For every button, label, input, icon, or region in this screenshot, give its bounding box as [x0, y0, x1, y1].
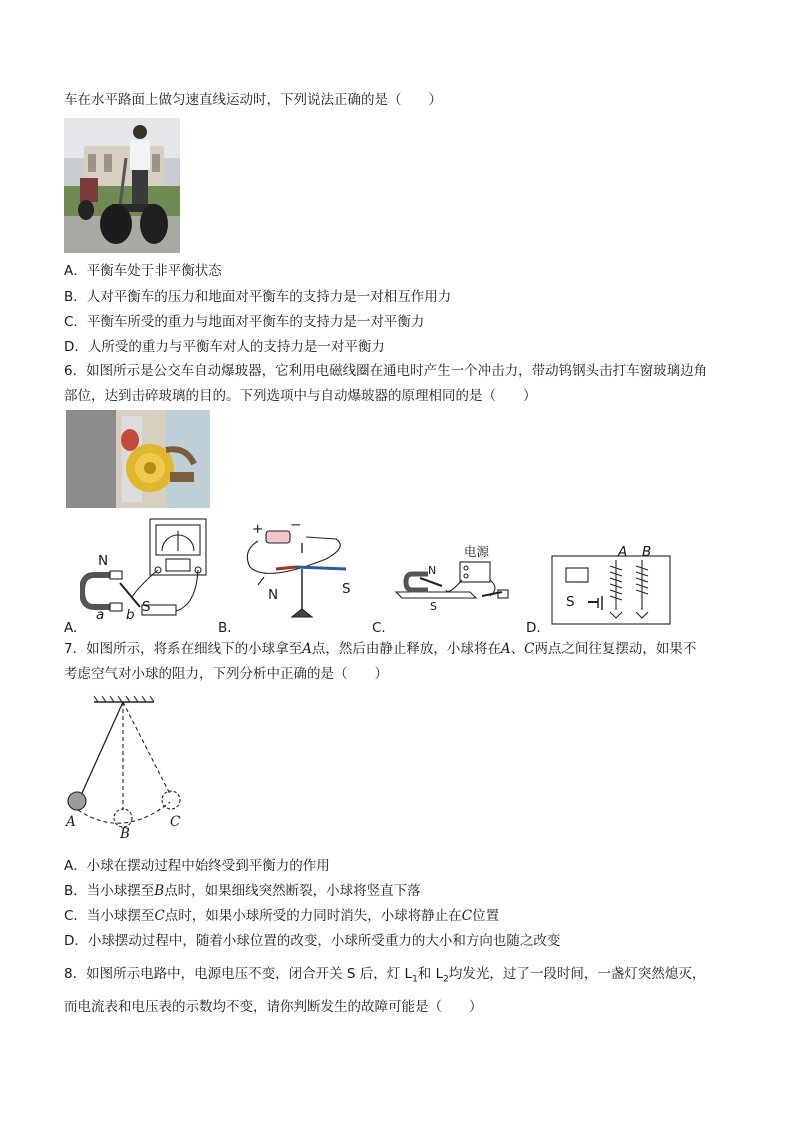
q6-fig-d-a: A [618, 544, 628, 560]
q5-option-a: A．平衡车处于非平衡状态 [64, 263, 222, 279]
q6-option-b-label: B. [218, 620, 232, 636]
q6-fig-a-n: N [98, 553, 109, 569]
q6-figure-a [80, 515, 210, 627]
q6-option-c-label: C. [372, 620, 386, 636]
q6-fig-c-n: N [428, 564, 437, 577]
q6-fig-b-current: I [300, 541, 304, 557]
q6-figure-d [548, 546, 674, 628]
window-breaker-photo [66, 410, 210, 508]
q5-option-d: D．人所受的重力与平衡车对人的支持力是一对平衡力 [64, 339, 385, 355]
q6-fig-a-s: S [142, 599, 151, 615]
q7-label-b: B [120, 826, 130, 842]
q6-fig-a-b: b [126, 607, 135, 623]
q5-option-b: B．人对平衡车的压力和地面对平衡车的支持力是一对相互作用力 [64, 289, 452, 305]
q6-fig-c-s: S [430, 600, 437, 613]
q6-fig-d-b: B [642, 544, 652, 560]
q6-fig-a-a: a [96, 607, 105, 623]
q6-fig-b-n: N [268, 587, 279, 603]
q7-pendulum-figure [60, 690, 200, 840]
q7-option-a: A．小球在摆动过程中始终受到平衡力的作用 [64, 858, 330, 874]
q6-fig-c-power: 电源 [464, 544, 490, 559]
q7-label-a: A [66, 814, 76, 830]
q6-option-d-label: D. [526, 620, 541, 636]
q6-figure-c [390, 540, 518, 626]
segway-photo [64, 118, 180, 253]
q8-stem-line2: 而电流表和电压表的示数均不变，请你判断发生的故障可能是（ ） [64, 999, 483, 1015]
q7-option-d: D．小球摆动过程中，随着小球位置的改变，小球所受重力的大小和方向也随之改变 [64, 933, 561, 949]
q7-stem-line1: 7．如图所示，将系在细线下的小球拿至A点，然后由静止释放，小球将在A、C两点之间往复摆动，如果不 [64, 641, 697, 657]
q8-stem-line1: 8．如图所示电路中，电源电压不变，闭合开关 S 后，灯 $L_1$和 $L_2$均发光，过了一段时间，一盏灯突然熄灭， [64, 966, 706, 985]
q6-figure-b [236, 517, 366, 627]
q7-option-b: B．当小球摆至B点时，如果细线突然断裂，小球将竖直下落 [64, 883, 421, 899]
q7-stem-line2: 考虑空气对小球的阻力，下列分析中正确的是（ ） [64, 666, 388, 682]
q5-stem: 车在水平路面上做匀速直线运动时，下列说法正确的是（ ） [64, 92, 442, 108]
q7-option-c: C．当小球摆至C点时，如果小球所受的力同时消失，小球将静止在C位置 [64, 908, 500, 924]
q6-stem-line2: 部位，达到击碎玻璃的目的。下列选项中与自动爆玻器的原理相同的是（ ） [64, 388, 537, 404]
q7-label-c: C [170, 814, 181, 830]
q6-option-a-label: A. [64, 620, 78, 636]
q5-option-c: C．平衡车所受的重力与地面对平衡车的支持力是一对平衡力 [64, 314, 425, 330]
q6-fig-b-s: S [342, 581, 351, 597]
q6-fig-b-minus: − [290, 517, 302, 533]
q6-stem-line1: 6．如图所示是公交车自动爆玻器，它利用电磁线圈在通电时产生一个冲击力，带动钨钢头击打车窗玻璃边角 [64, 363, 708, 379]
q6-fig-d-s: S [566, 594, 575, 610]
q6-fig-b-plus: + [252, 521, 264, 537]
